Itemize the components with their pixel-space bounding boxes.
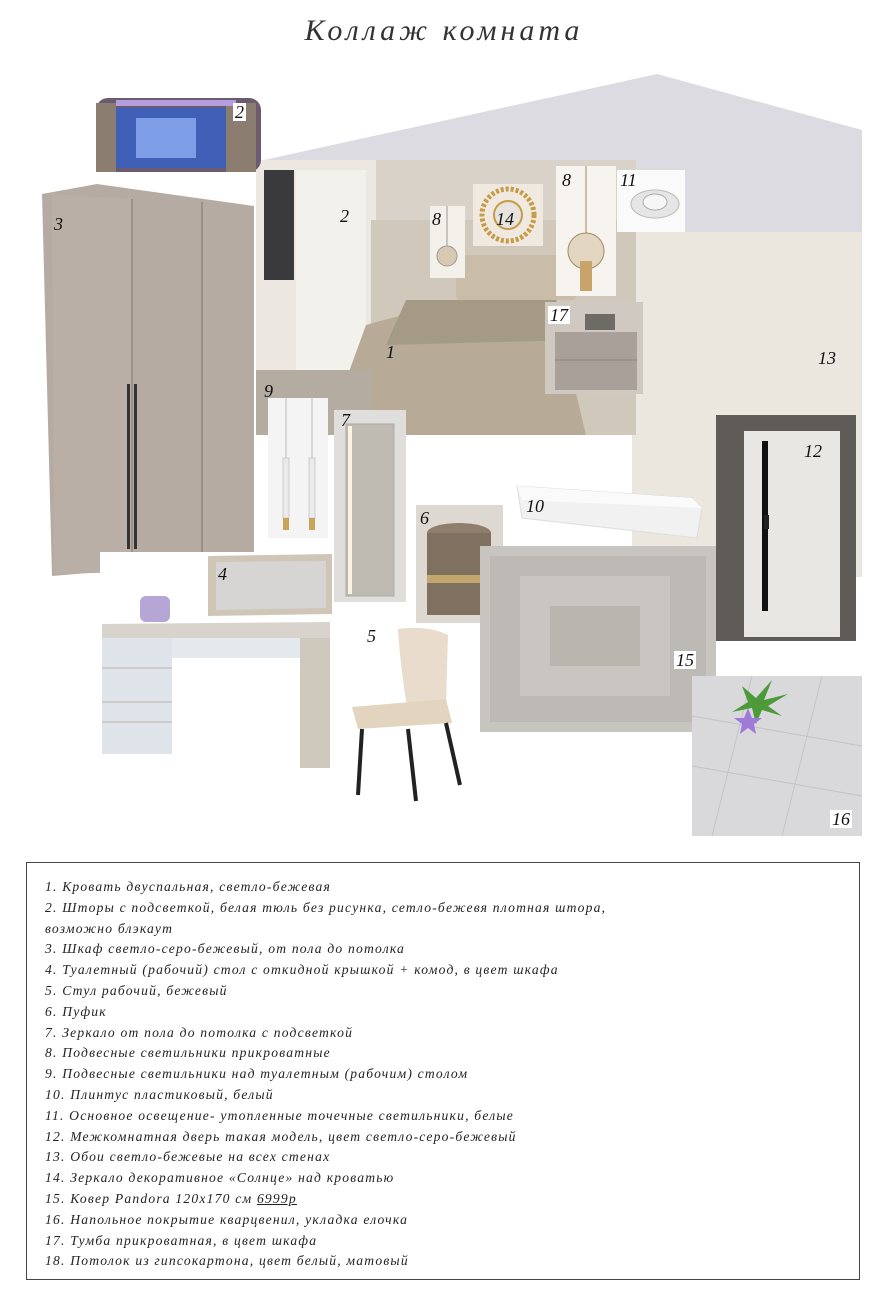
- label-12: 12: [804, 441, 822, 461]
- label-16: 16: [832, 809, 850, 829]
- legend-item: 3. Шкаф светло-серо-бежевый, от пола до потолка: [45, 941, 406, 957]
- legend-item: 9. Подвесные светильники над туалетным (рабочим) столом: [45, 1066, 469, 1082]
- legend-item: 7. Зеркало от пола до потолка с подсветкой: [45, 1024, 354, 1040]
- legend-item: 10. Плинтус пластиковый, белый: [45, 1086, 274, 1102]
- legend-item: 5. Стул рабочий, бежевый: [45, 982, 228, 998]
- label-10: 10: [526, 496, 544, 516]
- legend-item: 14. Зеркало декоративное «Солнце» над кроватью: [45, 1170, 395, 1186]
- rug-price: 6999р: [256, 1190, 297, 1206]
- legend-item: 13. Обои светло-бежевые на всех стенах: [45, 1149, 331, 1165]
- floor-mirror-photo: [334, 410, 406, 602]
- label-8-left: 8: [432, 209, 441, 229]
- legend-item: возможно блэкаут: [45, 920, 174, 936]
- legend-item: 11. Основное освещение- утопленные точечные светильники, белые: [45, 1107, 514, 1123]
- legend-item: 18. Потолок из гипсокартона, цвет белый, матовый: [45, 1253, 409, 1269]
- rug-text: 15. Ковер Pandora 120х170 см: [45, 1190, 257, 1206]
- door-photo: [716, 415, 856, 641]
- label-13: 13: [818, 348, 836, 368]
- label-7: 7: [341, 410, 350, 430]
- label-4: 4: [218, 564, 227, 584]
- label-2-curtains: 2: [235, 102, 244, 122]
- legend-item: 6. Пуфик: [45, 1003, 107, 1019]
- legend-item: 12. Межкомнатная дверь такая модель, цвет светло-серо-бежевый: [45, 1128, 517, 1144]
- dressing-table-photo: [100, 552, 334, 770]
- label-14: 14: [496, 209, 514, 229]
- label-2-bedroom: 2: [340, 206, 349, 226]
- label-11: 11: [620, 170, 637, 190]
- label-5: 5: [367, 626, 376, 646]
- label-6: 6: [420, 508, 429, 528]
- label-9: 9: [264, 381, 273, 401]
- label-8-right: 8: [562, 170, 571, 190]
- label-15: 15: [676, 650, 694, 670]
- wardrobe-photo: [42, 184, 254, 576]
- legend-item-rug: [45, 1189, 841, 1210]
- rug-photo: [480, 546, 716, 732]
- chair-photo: [348, 625, 466, 805]
- legend-item: 1. Кровать двуспальная, светло-бежевая: [45, 879, 332, 894]
- legend-item: 17. Тумба прикроватная, в цвет шкафа: [45, 1232, 318, 1248]
- label-1: 1: [386, 342, 395, 362]
- legend-item: 4. Туалетный (рабочий) стол с откидной крышкой + комод, в цвет шкафа: [45, 962, 559, 978]
- legend-item: 8. Подвесные светильники прикроватные: [45, 1045, 331, 1061]
- legend-box: [26, 862, 860, 1280]
- page-title: Коллаж комната: [304, 14, 584, 47]
- legend-item: 2. Шторы с подсветкой, белая тюль без рисунка, сетло-бежевя плотная штора,: [45, 899, 607, 915]
- label-17: 17: [550, 305, 568, 325]
- hanging-lamps-photo: [268, 398, 328, 538]
- legend-item: 16. Напольное покрытие кварцвенил, укладка елочка: [45, 1211, 409, 1227]
- legend-list: [45, 877, 841, 1272]
- label-3-wardrobe: 3: [54, 214, 63, 234]
